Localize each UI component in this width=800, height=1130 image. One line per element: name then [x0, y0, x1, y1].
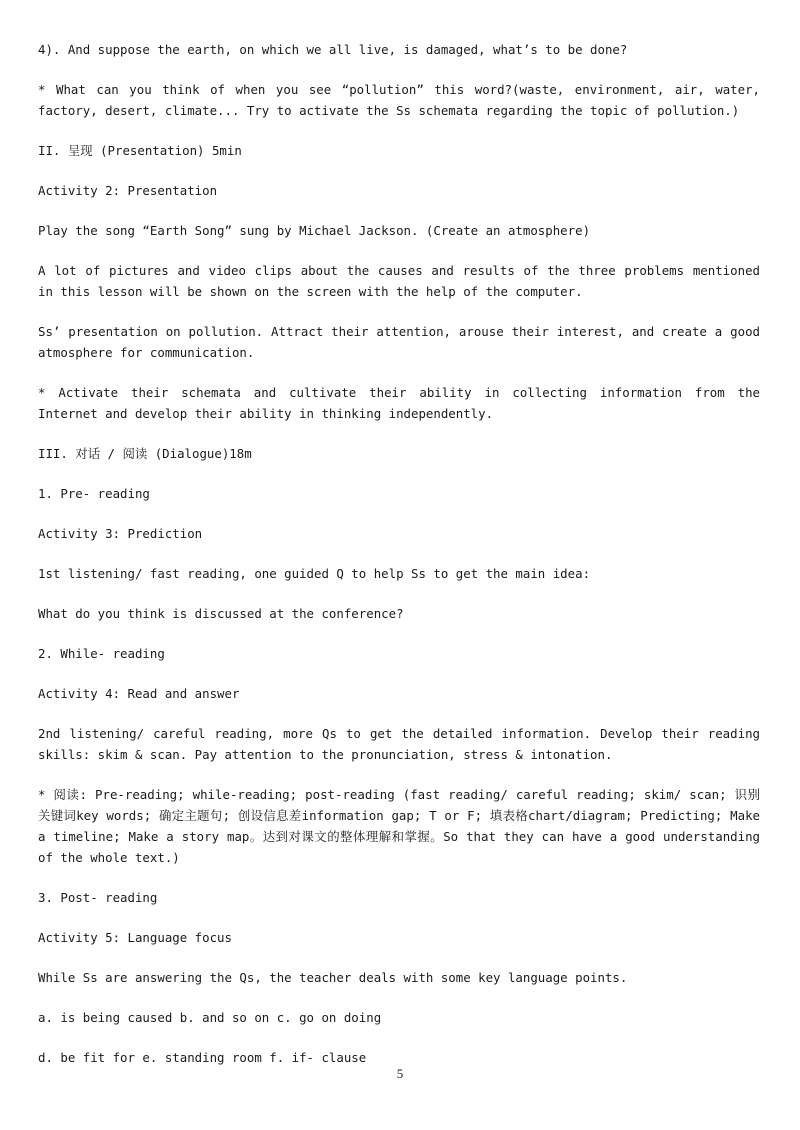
subsection-heading: 1. Pre- reading	[38, 486, 150, 501]
paragraph: 2nd listening/ careful reading, more Qs to get the detailed information. Develop their reading skills: skim & scan. Pay attention to the pronunciation, stress & intonation.	[38, 726, 760, 762]
activity-heading: Activity 5: Language focus	[38, 930, 232, 945]
section-heading: II. 呈现 (Presentation) 5min	[38, 143, 242, 158]
page-number: 5	[396, 1066, 404, 1081]
paragraph: * What can you think of when you see “pollution” this word?(waste, environment, air, water, factory, desert, climate... Try to activate the Ss schemata regarding the topic of pollution.)	[38, 82, 760, 118]
paragraph: What do you think is discussed at the conference?	[38, 606, 404, 621]
paragraph: Play the song “Earth Song” sung by Michael Jackson. (Create an atmosphere)	[38, 223, 591, 238]
paragraph: 4). And suppose the earth, on which we all live, is damaged, what’s to be done?	[38, 42, 628, 57]
paragraph: A lot of pictures and video clips about the causes and results of the three problems mentioned in this lesson will be shown on the screen with the help of the computer.	[38, 263, 760, 299]
paragraph: 1st listening/ fast reading, one guided Q to help Ss to get the main idea:	[38, 566, 591, 581]
subsection-heading: 2. While- reading	[38, 646, 165, 661]
paragraph: d. be fit for e. standing room f. if- clause	[38, 1050, 367, 1065]
document-body	[38, 39, 760, 1087]
activity-heading: Activity 4: Read and answer	[38, 686, 240, 701]
section-heading: III. 对话 / 阅读 (Dialogue)18m	[38, 446, 252, 461]
activity-heading: Activity 3: Prediction	[38, 526, 203, 541]
activity-heading: Activity 2: Presentation	[38, 183, 218, 198]
paragraph: * Activate their schemata and cultivate their ability in collecting information from the Internet and develop their ability in thinking independently.	[38, 385, 760, 421]
paragraph: While Ss are answering the Qs, the teacher deals with some key language points.	[38, 970, 628, 985]
paragraph: Ss’ presentation on pollution. Attract their attention, arouse their interest, and create a good atmosphere for communication.	[38, 324, 760, 360]
paragraph: * 阅读: Pre-reading; while-reading; post-reading (fast reading/ careful reading; skim/ scan; 识别关键词key words; 确定主题句; 创设信息差information gap; T or F; 填表格chart/diagram; Predicting; Make a timeline; Make a story map。达到对课文的整体理解和掌握。So that they can have a good understanding of the whole text.)	[38, 787, 760, 865]
subsection-heading: 3. Post- reading	[38, 890, 158, 905]
paragraph: a. is being caused b. and so on c. go on doing	[38, 1010, 382, 1025]
